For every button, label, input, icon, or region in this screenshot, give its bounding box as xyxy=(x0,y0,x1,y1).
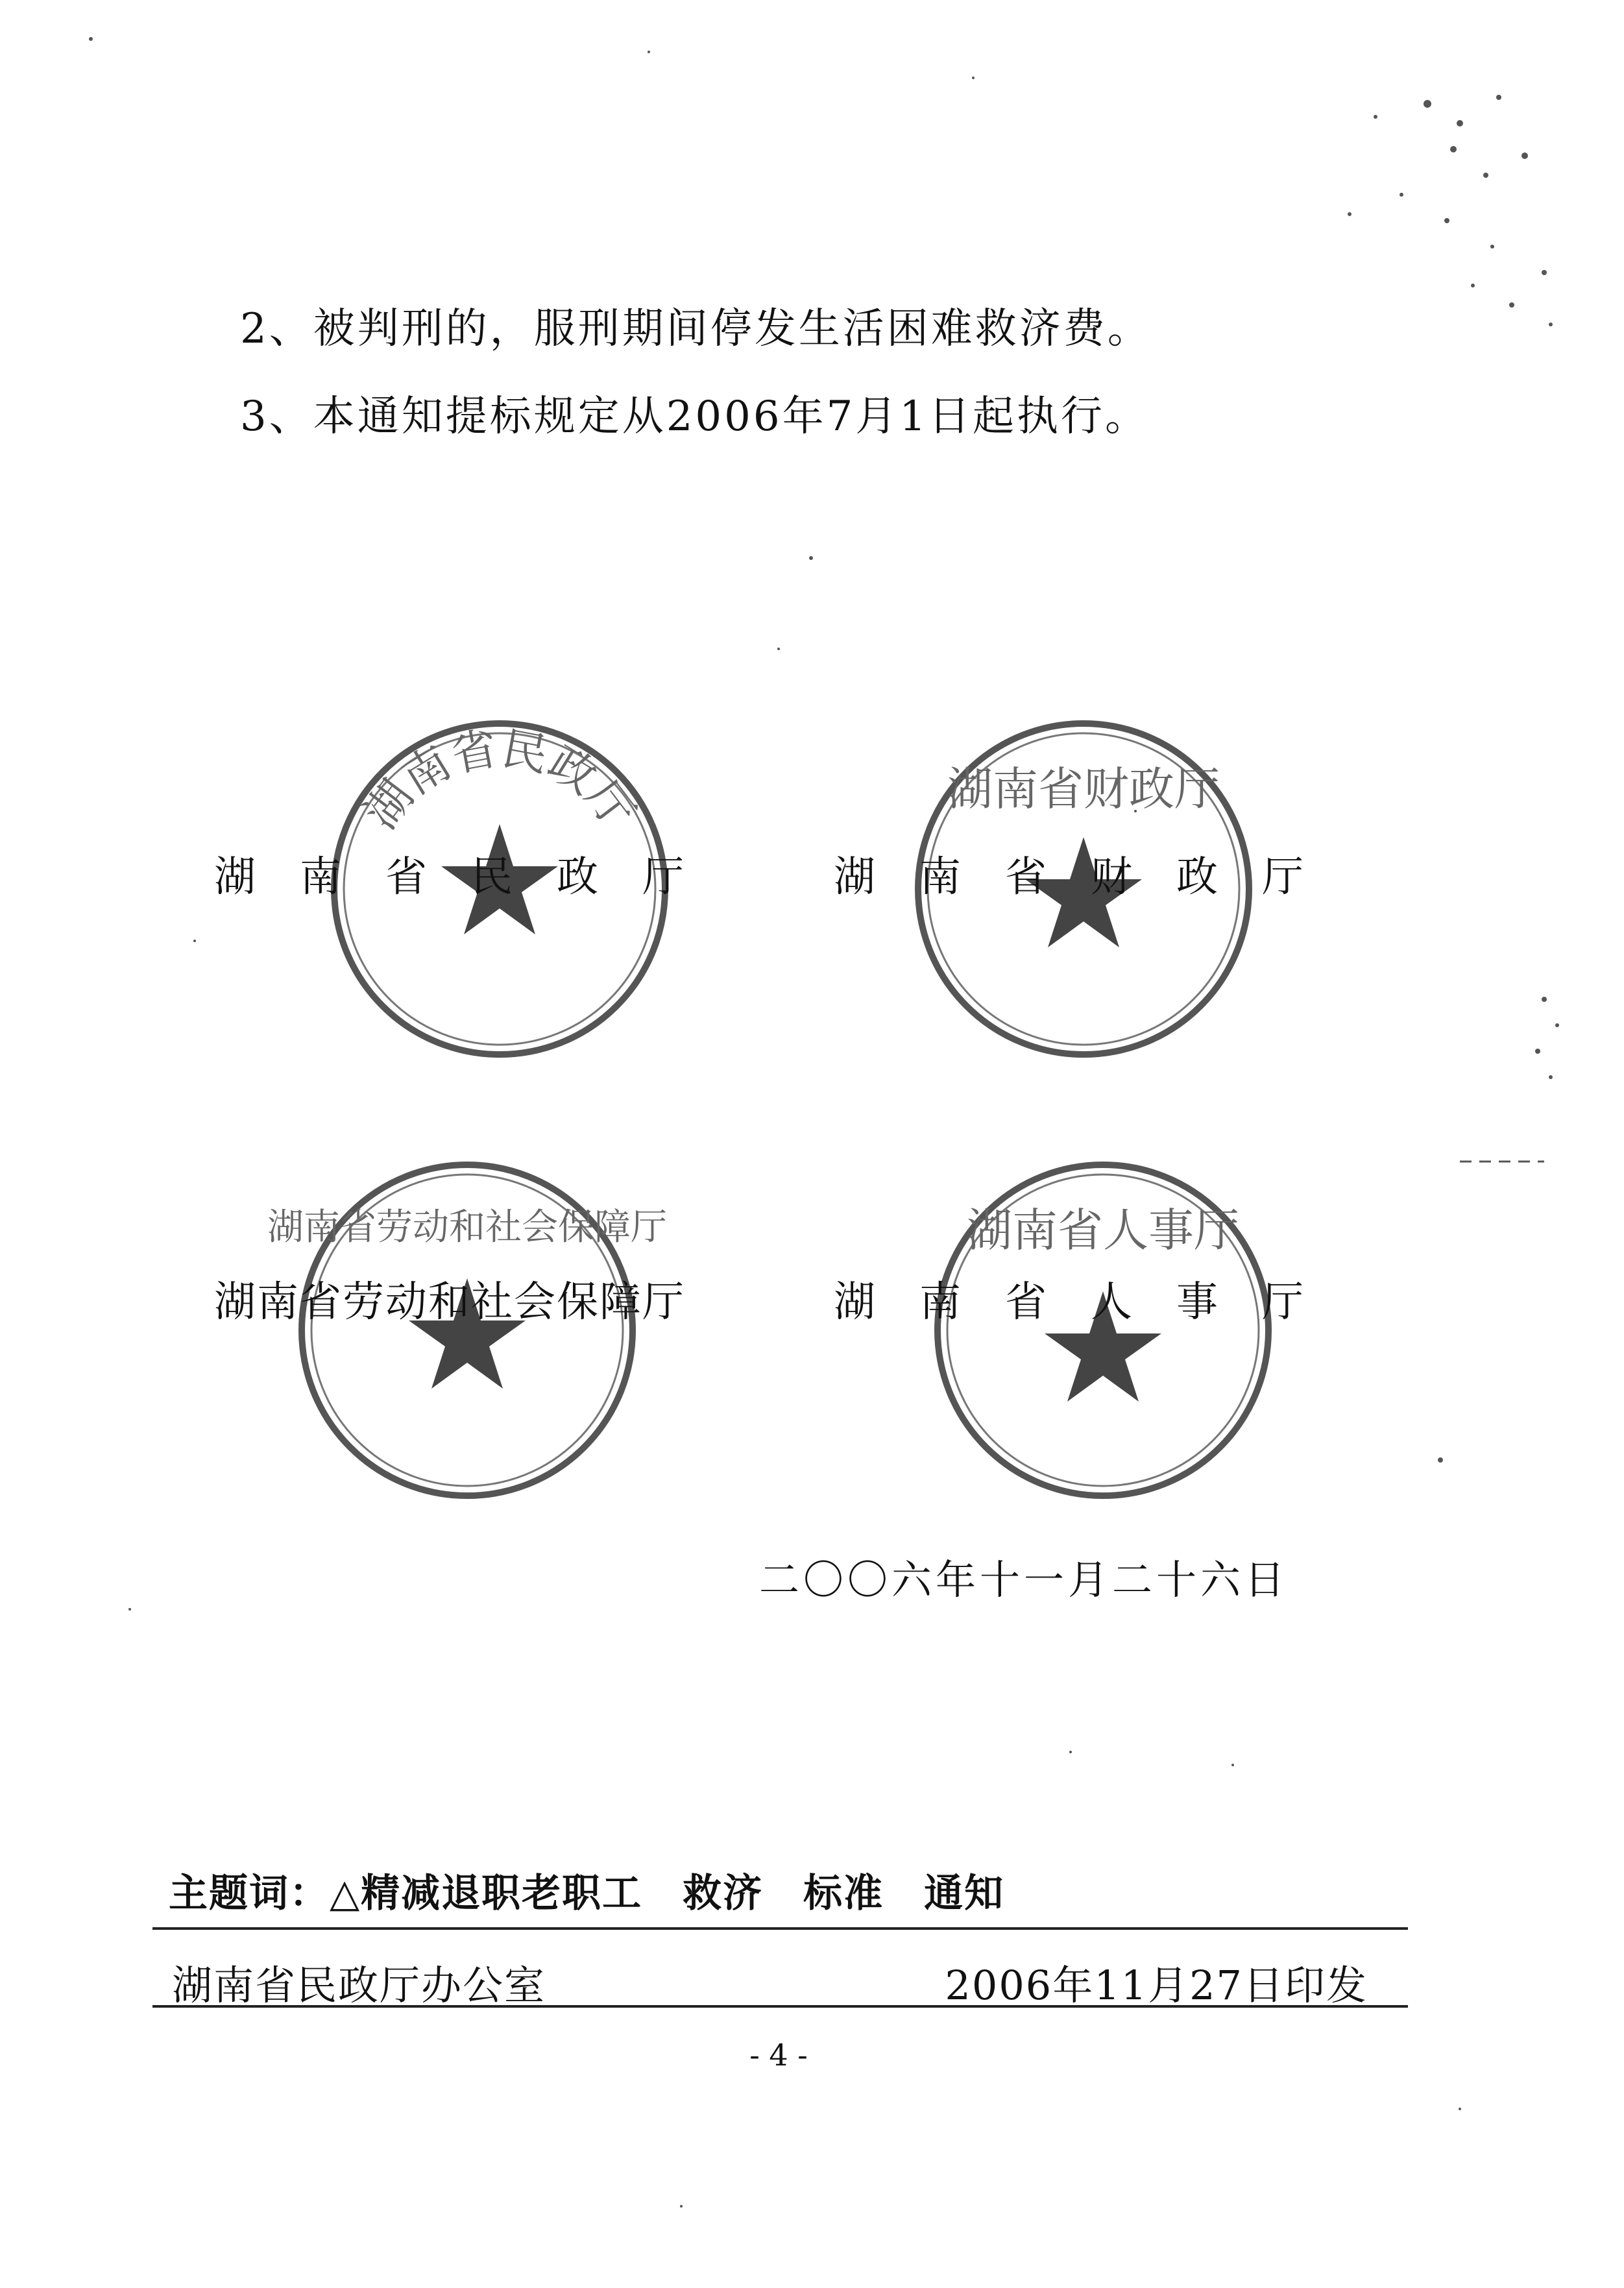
signatory-labour-social-security: 湖南省劳动和社会保障厅 xyxy=(214,1278,685,1326)
seal-text: 湖南省民政厅 xyxy=(354,722,646,839)
print-date: 2006年11月27日印发 xyxy=(945,1962,1368,2009)
page-number: - 4 - xyxy=(749,2038,808,2073)
issue-date: 二〇〇六年十一月二十六日 xyxy=(759,1556,1289,1603)
signatory-finance: 湖 南 省 财 政 厅 xyxy=(834,853,1305,901)
seal-personnel xyxy=(928,1155,1278,1505)
seal-text: 湖南省人事厅 xyxy=(967,1204,1239,1257)
body-line-3: 3、本通知提标规定从2006年7月1日起执行。 xyxy=(240,393,1150,441)
seal-text: 湖南省财政厅 xyxy=(947,762,1220,816)
seal-text: 湖南省劳动和社会保障厅 xyxy=(267,1206,667,1248)
divider-bottom xyxy=(152,2005,1408,2008)
issuing-office: 湖南省民政厅办公室 xyxy=(172,1962,546,2009)
body-line-2: 2、被判刑的，服刑期间停发生活困难救济费。 xyxy=(240,305,1152,353)
subject-keywords: 主题词：△精减退职老职工 救济 标准 通知 xyxy=(169,1871,1005,1916)
seal-labour-social-security xyxy=(267,1155,667,1505)
divider-top xyxy=(152,1927,1408,1930)
signatory-personnel: 湖 南 省 人 事 厅 xyxy=(834,1278,1305,1326)
signatory-civil-affairs: 湖 南 省 民 政 厅 xyxy=(214,853,685,901)
